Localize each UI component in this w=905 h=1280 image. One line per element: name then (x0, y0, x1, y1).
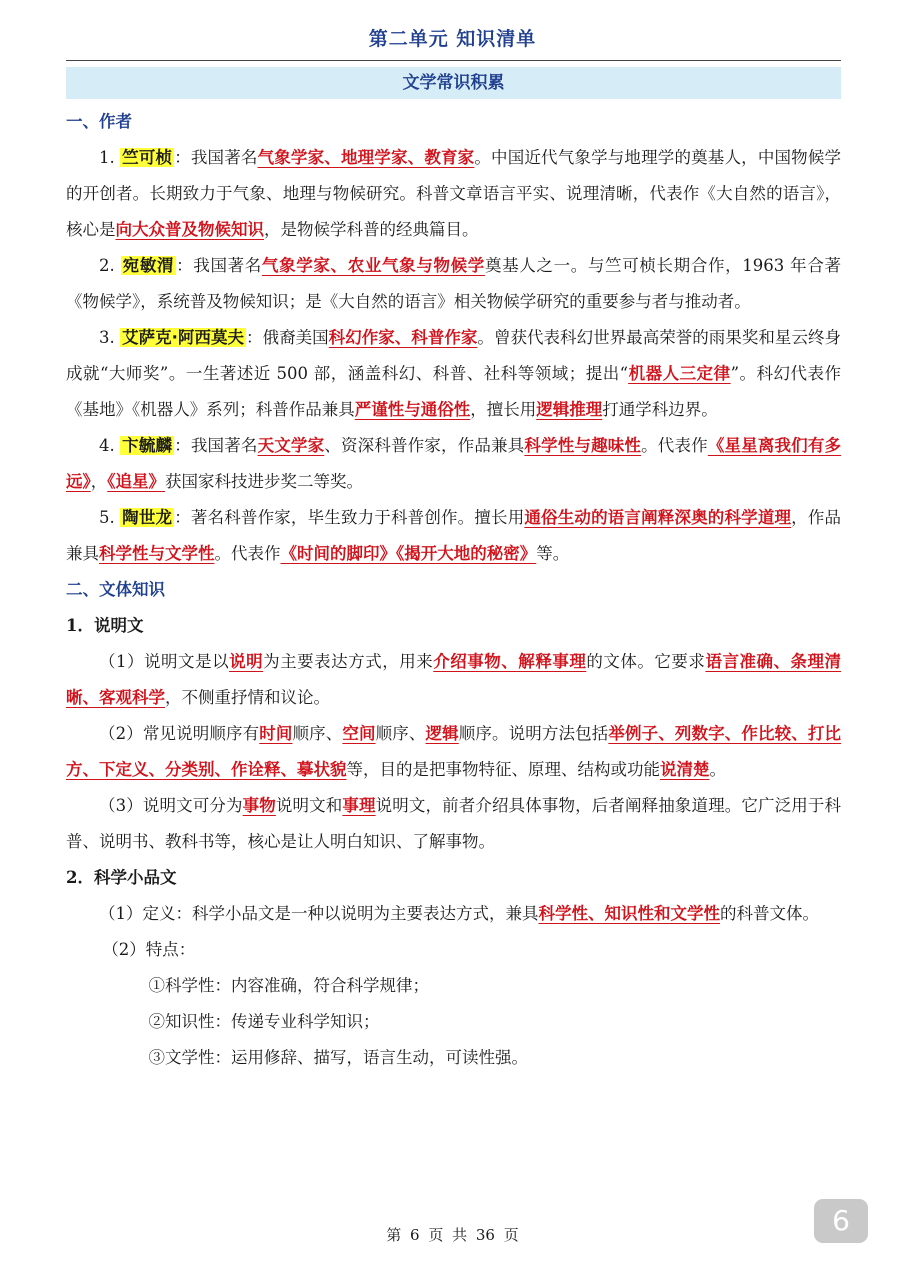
keyword: 逻辑推理 (536, 400, 603, 419)
text: ， (90, 472, 108, 491)
science-essay-heading: 2．科学小品文 (66, 868, 177, 887)
keyword: 说明 (229, 652, 264, 671)
text: 获国家科技进步奖二等奖。 (165, 472, 363, 491)
page-footer: 第 6 页 共 36 页 (386, 1226, 519, 1244)
keyword: 说清楚 (660, 760, 710, 779)
text: ，作品兼具 (66, 508, 842, 563)
keyword: 向大众普及物候知识 (115, 220, 264, 239)
keyword: 严谨性与通俗性 (354, 400, 471, 419)
text: ，不侧重抒情和议论。 (165, 688, 330, 707)
text: （2）常见说明顺序有 (99, 724, 260, 743)
keyword: 举例子、列数字、作比较、打比方、下定义、分类别、作诠释、摹状貌 (66, 724, 841, 779)
author-entry (66, 500, 841, 572)
entry-number: 1. (99, 148, 115, 167)
author-entry (66, 140, 841, 248)
keyword: 通俗生动的语言阐释深奥的科学道理 (524, 508, 792, 527)
document-body (66, 104, 841, 1076)
keyword: 机器人三定律 (628, 364, 731, 383)
keyword: 事物 (242, 796, 276, 815)
keyword: 科学性与趣味性 (524, 436, 642, 455)
keyword: 事理 (342, 796, 376, 815)
genre-heading: 二、文体知识 (66, 580, 165, 599)
text: 为主要表达方式，用来 (263, 652, 434, 671)
author-name: 陶世龙 (122, 508, 173, 527)
text: 说明文，前者介绍具体事物，后者阐释抽象道理。它广泛用于科普、说明书、教科书等，核心是让人明白知识、了解事物。 (66, 796, 841, 851)
keyword: 语言准确、条理清晰、客观科学 (66, 652, 842, 707)
paragraph (66, 644, 841, 716)
author-entry (66, 428, 841, 500)
author-name: 卞毓麟 (122, 436, 173, 455)
keyword: 科幻作家、科普作家 (328, 328, 478, 347)
text: 打通学科边界。 (602, 400, 718, 419)
feature-item: ②知识性：传递专业科学知识； (148, 1012, 380, 1031)
text: 。曾获代表科幻世界最高荣誉的雨果奖和星云终身成就“大师奖”。一生著述近 500 部，涵盖科幻、科普、社科等领域；提出“ (66, 328, 842, 383)
paragraph (66, 716, 841, 788)
text: 。代表作 (641, 436, 708, 455)
text: 等，目的是把事物特征、原理、结构或功能 (346, 760, 660, 779)
text: ：著名科普作家，毕生致力于科普创作。擅长用 (174, 508, 525, 527)
feature-item: ①科学性：内容准确，符合科学规律； (148, 976, 429, 995)
text: 的科普文体。 (720, 904, 819, 923)
text: 。代表作 (214, 544, 281, 563)
entry-number: 4. (99, 436, 115, 455)
text: 说明文和 (275, 796, 343, 815)
text: 顺序。说明方法包括 (458, 724, 609, 743)
text: ：俄裔美国 (246, 328, 329, 347)
keyword: 《时间的脚印》《揭开大地的秘密》 (280, 544, 537, 563)
author-entry (66, 248, 841, 320)
text: （1）说明文是以 (99, 652, 230, 671)
text: 。中国近代气象学与地理学的奠基人，中国物候学的开创者。长期致力于气象、地理与物候研究。科普文章语言平实、说理清晰，代表作《大自然的语言》，核心是 (66, 148, 842, 239)
page-number-badge: 6 (814, 1199, 868, 1243)
keyword: 时间 (259, 724, 293, 743)
author-name: 宛敏渭 (122, 256, 175, 275)
entry-number: 2. (99, 256, 115, 275)
author-name: 艾萨克·阿西莫夫 (122, 328, 245, 347)
section-band-title: 文学常识积累 (66, 67, 841, 99)
text: 的文体。它要求 (586, 652, 706, 671)
keyword: 气象学家、农业气象与物候学 (261, 256, 485, 275)
authors-heading: 一、作者 (66, 112, 132, 131)
paragraph (66, 788, 841, 860)
entry-number: 3. (99, 328, 115, 347)
text: 顺序、 (292, 724, 343, 743)
text: 奠基人之一。与竺可桢长期合作，1963 年合著《物候学》，系统普及物候知识；是《大自然的语言》相关物候学研究的重要参与者与推动者。 (66, 256, 841, 311)
text: ：我国著名 (174, 148, 258, 167)
keyword: 天文学家 (257, 436, 325, 455)
author-entry (66, 320, 841, 428)
keyword: 介绍事物、解释事理 (433, 652, 587, 671)
text: 顺序、 (375, 724, 426, 743)
document-title: 第二单元 知识清单 (368, 28, 537, 50)
paragraph (66, 896, 841, 932)
text: ，是物候学科普的经典篇目。 (264, 220, 479, 239)
keyword: 气象学家、地理学家、教育家 (257, 148, 475, 167)
feature-item: ③文学性：运用修辞、描写，语言生动，可读性强。 (148, 1048, 528, 1067)
text: 等。 (536, 544, 570, 563)
keyword: 《追星》 (107, 472, 165, 491)
text: ”。科幻代表作《基地》《机器人》系列；科普作品兼具 (66, 364, 841, 419)
text: ：我国著名 (176, 256, 262, 275)
features-label: （2）特点： (102, 940, 196, 959)
entry-number: 5. (99, 508, 115, 527)
keyword: 科学性与文学性 (99, 544, 215, 563)
text: （3）说明文可分为 (99, 796, 243, 815)
text: ：我国著名 (174, 436, 258, 455)
text: ，擅长用 (470, 400, 537, 419)
author-name: 竺可桢 (122, 148, 173, 167)
keyword: 逻辑 (425, 724, 459, 743)
keyword: 《星星离我们有多远》 (66, 436, 842, 491)
text: 、资深科普作家，作品兼具 (324, 436, 525, 455)
keyword: 科学性、知识性和文学性 (538, 904, 720, 923)
text: 。 (709, 760, 726, 779)
keyword: 空间 (342, 724, 376, 743)
header-divider (66, 60, 841, 61)
text: （1）定义：科学小品文是一种以说明为主要表达方式，兼具 (99, 904, 539, 923)
expository-heading: 1．说明文 (66, 616, 144, 635)
